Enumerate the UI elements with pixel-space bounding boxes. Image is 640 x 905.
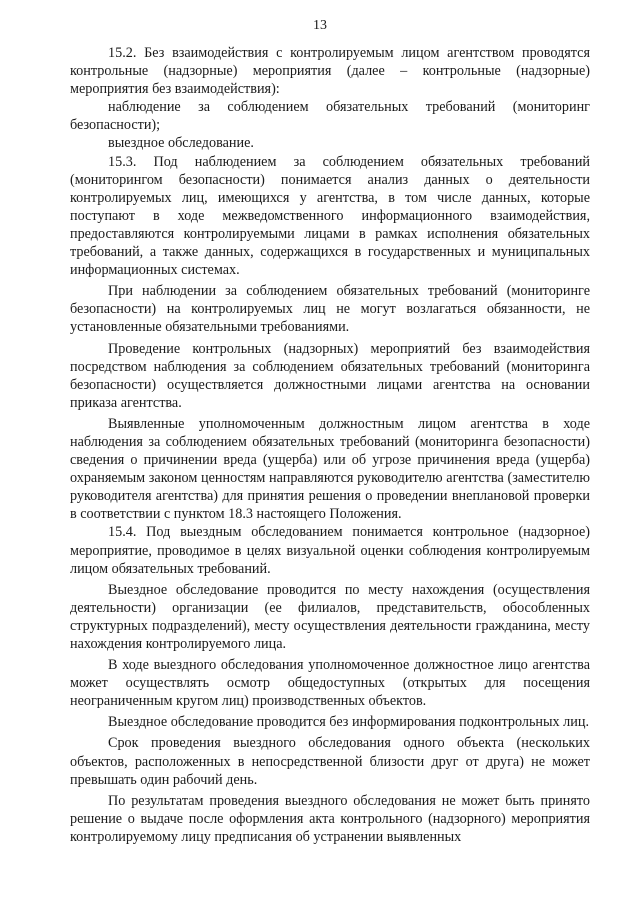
list-item-field-inspection: выездное обследование. (108, 135, 254, 152)
paragraph-monitoring-obligations: При наблюдении за соблюдением обязательных требований (мониторинге безопасности) на контролируемых лиц не могут возлагаться обязанности, не установленные обязательными требованиями. (70, 283, 590, 336)
paragraph-field-inspection-duration: Срок проведения выездного обследования одного объекта (нескольких объектов, расположенных в непосредственной близости друг от друга) не может превышать один рабочий день. (70, 735, 590, 788)
paragraph-field-inspection-results: По результатам проведения выездного обследования не может быть принято решение о выдаче после оформления акта контрольного (надзорного) мероприятия контролируемому лицу предписания об устранении выявленных (70, 792, 590, 845)
paragraph-15-3: 15.3. Под наблюдением за соблюдением обязательных требований (мониторингом безопасности) понимается анализ данных о деятельности контролируемых лиц, имеющихся у агентства, в том числе данных, которые поступают в ходе межведомственного информационного взаимодействия, предоставляются контролируемыми лицами в рамках исполнения обязательных требований, а также данных, содержащихся в государственных и муниципальных информационных системах. (70, 153, 590, 279)
document-body (70, 44, 590, 846)
paragraph-15-4: 15.4. Под выездным обследованием понимается контрольное (надзорное) мероприятие, проводимое в целях визуальной оценки соблюдения контролируемым лицом обязательных требований. (70, 524, 590, 577)
paragraph-15-2: 15.2. Без взаимодействия с контролируемым лицом агентством проводятся контрольные (надзорные) мероприятия (далее – контрольные (надзорные) мероприятия без взаимодействия): (70, 45, 590, 98)
paragraph-monitoring-findings: Выявленные уполномоченным должностным лицом агентства в ходе наблюдения за соблюдением обязательных требований (мониторинга безопасности) сведения о причинении вреда (ущерба) или об угрозе причинения вреда (ущерба) охраняемым законом ценностям направляются руководителю агентства (заместителю руководителя агентства) для принятия решения о проведении внеплановой проверки в соответствии с пунктом 18.3 настоящего Положения. (70, 415, 590, 523)
list-item-monitoring: наблюдение за соблюдением обязательных требований (мониторинг безопасности); (70, 99, 590, 134)
page-number: 13 (313, 18, 327, 33)
paragraph-field-inspection-notice: Выездное обследование проводится без информирования подконтрольных лиц. (108, 714, 589, 731)
paragraph-monitoring-conduct: Проведение контрольных (надзорных) мероприятий без взаимодействия посредством наблюдения за соблюдением обязательных требований (мониторинга безопасности) осуществляется должностными лицами агентства на основании приказа агентства. (70, 340, 590, 411)
paragraph-field-inspection-location: Выездное обследование проводится по месту нахождения (осуществления деятельности) организации (ее филиалов, представительств, обособленных структурных подразделений), месту осуществления деятельности гражданина, месту нахождения контролируемого лица. (70, 581, 590, 652)
paragraph-field-inspection-scope: В ходе выездного обследования уполномоченное должностное лицо агентства может осуществлять осмотр общедоступных (открытых для посещения неограниченным кругом лиц) производственных объектов. (70, 657, 590, 710)
